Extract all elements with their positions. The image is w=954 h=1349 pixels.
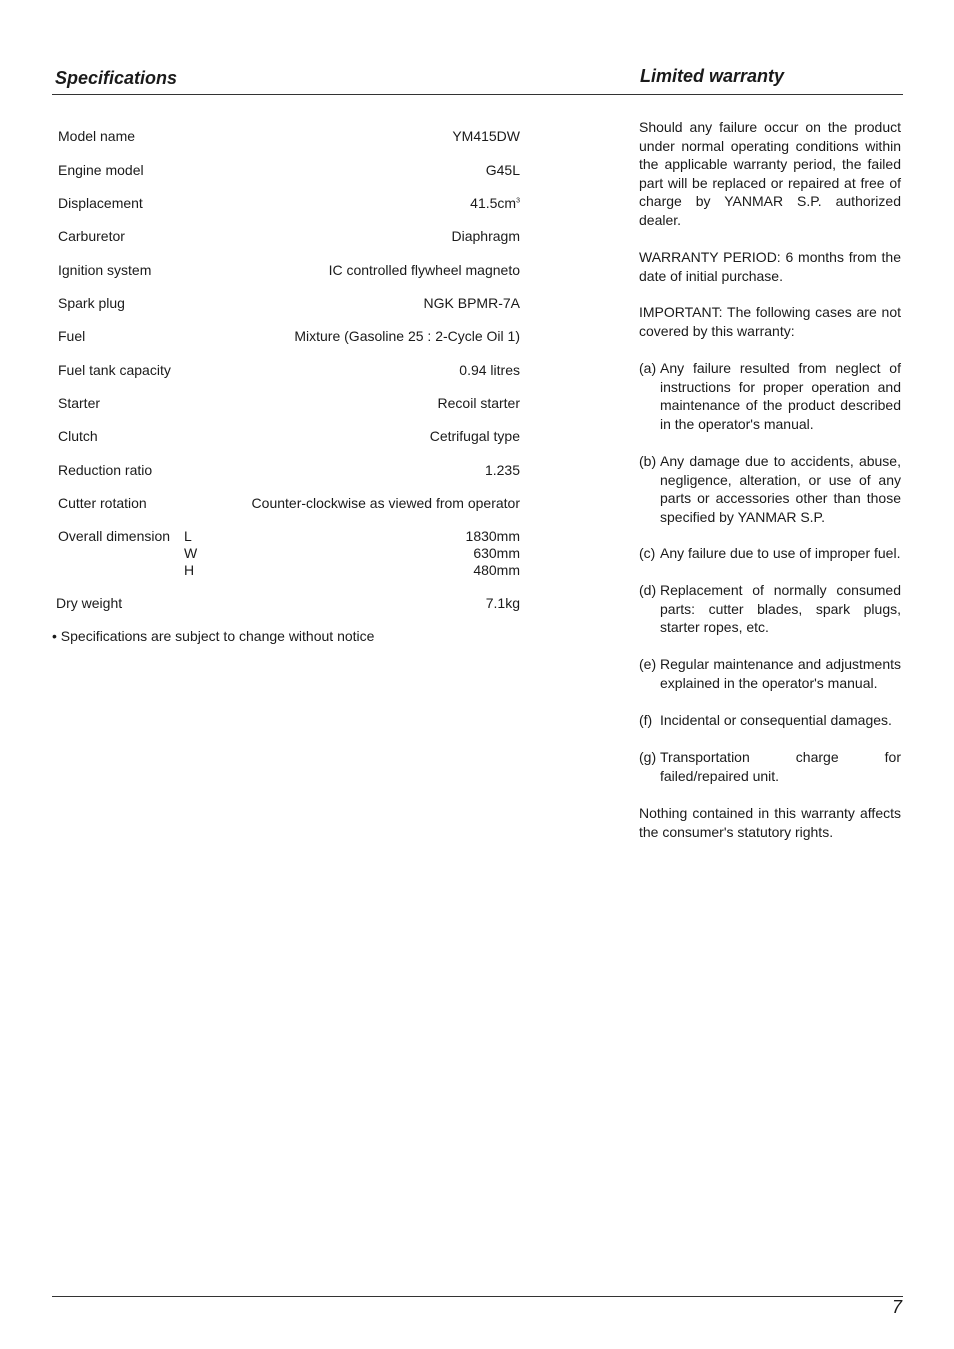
exclusion-letter: (a)	[639, 360, 657, 376]
spec-label: Displacement	[58, 195, 143, 211]
dimension-value: 1830mm	[465, 528, 520, 544]
spec-row-model-name	[58, 127, 520, 147]
spec-label: Reduction ratio	[58, 462, 153, 478]
exclusion-text: Replacement of normally consumed parts: cutter blades, spark plugs, starter ropes, etc.	[660, 582, 901, 635]
spec-row-fuel-tank-capacity	[58, 361, 520, 381]
spec-value: 0.94 litres	[459, 362, 520, 378]
dimension-axis: W	[184, 545, 198, 561]
warranty-exclusion-item	[639, 544, 901, 563]
spec-value: NGK BPMR-7A	[423, 295, 520, 311]
warranty-exclusion-item	[639, 359, 901, 433]
spec-label: Fuel tank capacity	[58, 362, 171, 378]
spec-row-ignition-system	[58, 261, 520, 281]
spec-value: IC controlled flywheel magneto	[328, 262, 520, 278]
spec-label: Fuel	[58, 328, 86, 344]
exclusion-text: Any failure resulted from neglect of instructions for proper operation and maintenance of the product described in the operator's manual.	[660, 360, 901, 432]
exclusion-letter: (c)	[639, 545, 656, 561]
spec-row-starter	[58, 394, 520, 414]
spec-value: Recoil starter	[437, 395, 520, 411]
warranty-exclusion-item	[639, 748, 901, 785]
spec-label: Dry weight	[56, 595, 123, 611]
spec-row-dry-weight	[56, 594, 520, 614]
exclusion-text: Transportation charge for failed/repaired unit.	[660, 749, 901, 784]
spec-value: YM415DW	[452, 128, 520, 144]
exclusion-letter: (d)	[639, 582, 657, 598]
dimension-value: 630mm	[473, 545, 520, 561]
spec-value: Mixture (Gasoline 25 : 2-Cycle Oil 1)	[294, 328, 520, 344]
dimension-axis: L	[184, 528, 192, 544]
spec-value: G45L	[485, 162, 520, 178]
spec-change-note: • Specifications are subject to change without notice	[52, 628, 375, 644]
warranty-exclusion-item	[639, 581, 901, 637]
spec-row-overall-dimension-w	[58, 545, 520, 562]
spec-value: Cetrifugal type	[429, 428, 520, 444]
dimension-axis: H	[184, 562, 195, 578]
spec-row-clutch	[58, 427, 520, 447]
warranty-exclusion-item	[639, 711, 901, 730]
spec-label: Carburetor	[58, 228, 125, 244]
exclusion-text: Incidental or consequential damages.	[660, 712, 892, 728]
spec-label: Model name	[58, 128, 136, 144]
footer-divider	[52, 1296, 903, 1297]
warranty-intro: Should any failure occur on the product under normal operating conditions within the applicable warranty period, the failed part will be replaced or repaired at free of charge by YANMAR S.P. authorized dealer.	[639, 119, 901, 228]
header-divider	[52, 94, 903, 95]
warranty-closing: Nothing contained in this warranty affects the consumer's statutory rights.	[639, 805, 901, 840]
warranty-exclusion-item	[639, 452, 901, 526]
spec-value: 1.235	[484, 462, 520, 478]
spec-value-displacement	[470, 194, 520, 212]
exclusion-text: Any damage due to accidents, abuse, negligence, alteration, or use of any parts or accessories other than those specified by YANMAR S.P.	[660, 453, 901, 525]
spec-row-spark-plug	[58, 294, 520, 314]
exclusion-letter: (b)	[639, 453, 657, 469]
page-number: 7	[891, 1297, 902, 1317]
spec-label: Engine model	[58, 162, 144, 178]
spec-value: Counter-clockwise as viewed from operator	[251, 495, 520, 511]
spec-row-fuel	[58, 327, 520, 347]
spec-label: Ignition system	[58, 262, 152, 278]
displacement-number: 41.5cm	[470, 195, 517, 211]
exclusion-letter: (g)	[639, 749, 657, 765]
exclusion-text: Any failure due to use of improper fuel.	[660, 545, 901, 561]
spec-row-overall-dimension-h	[58, 562, 520, 579]
spec-value: 7.1kg	[485, 595, 520, 611]
exclusion-text: Regular maintenance and adjustments explained in the operator's manual.	[660, 656, 901, 691]
warranty-period: WARRANTY PERIOD: 6 months from the date of initial purchase.	[639, 249, 901, 284]
spec-label: Cutter rotation	[58, 495, 147, 511]
exclusion-letter: (e)	[639, 656, 657, 672]
displacement-superscript: 3	[516, 197, 520, 205]
spec-value: Diaphragm	[451, 228, 520, 244]
spec-row-cutter-rotation	[58, 494, 520, 514]
specifications-heading: Specifications	[55, 68, 178, 88]
limited-warranty-heading: Limited warranty	[640, 66, 785, 86]
spec-label: Overall dimension	[58, 528, 171, 544]
spec-label: Starter	[58, 395, 101, 411]
spec-row-carburetor	[58, 227, 520, 247]
spec-label: Clutch	[58, 428, 98, 444]
warranty-exclusion-item	[639, 655, 901, 692]
dimension-value: 480mm	[473, 562, 520, 578]
spec-row-engine-model	[58, 161, 520, 181]
spec-row-displacement	[58, 194, 520, 214]
exclusion-letter: (f)	[639, 712, 653, 728]
spec-label: Spark plug	[58, 295, 125, 311]
spec-row-reduction-ratio	[58, 461, 520, 481]
spec-row-overall-dimension-l	[58, 528, 520, 545]
warranty-important: IMPORTANT: The following cases are not covered by this warranty:	[639, 304, 901, 339]
